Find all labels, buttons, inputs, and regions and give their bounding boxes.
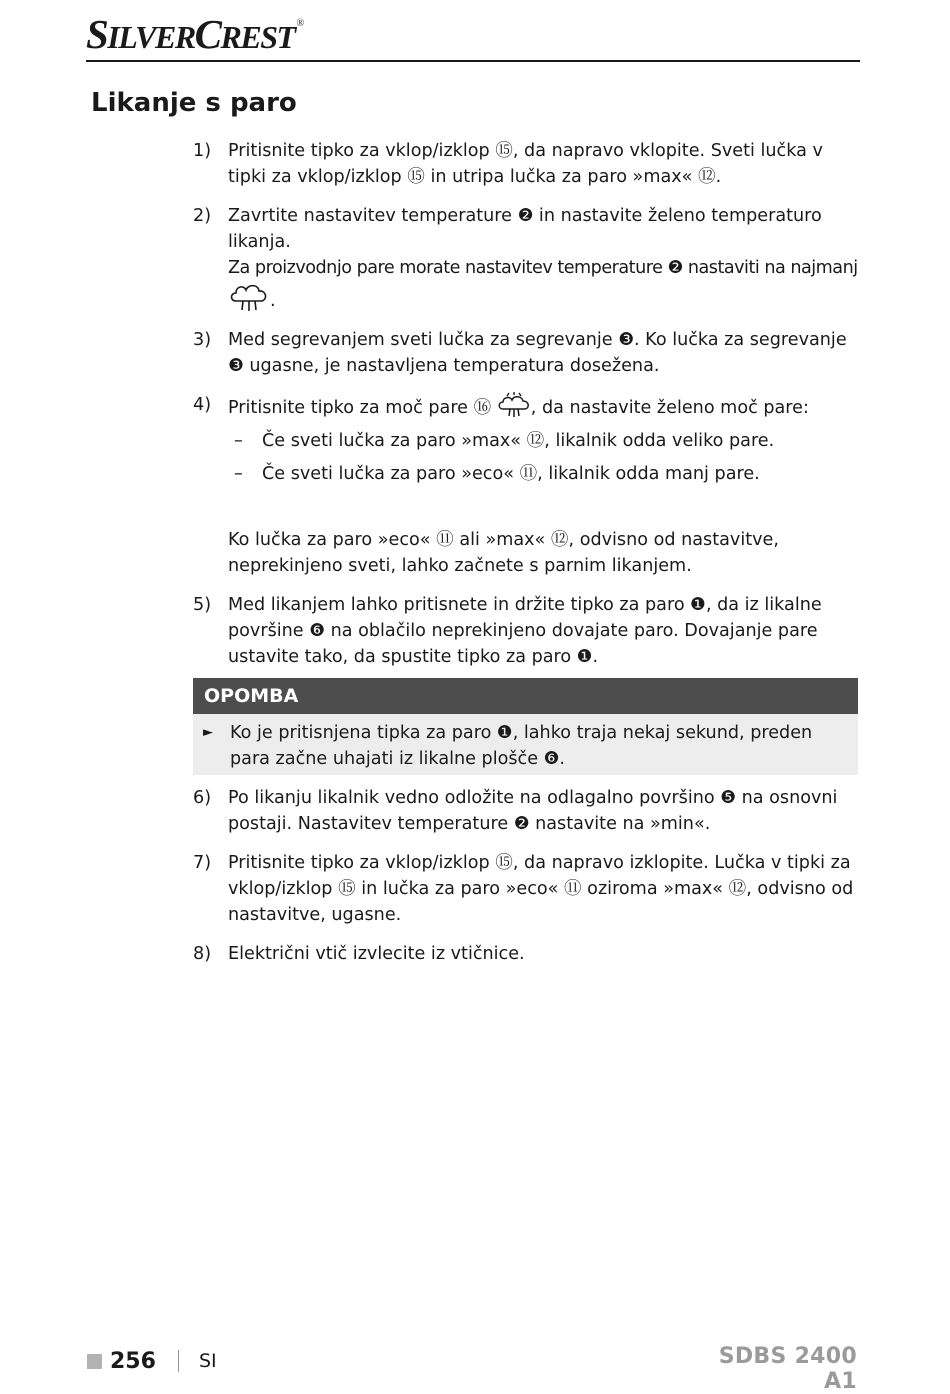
steam-power-icon: [497, 392, 531, 418]
brand-logo: SILVERCREST ®: [86, 11, 303, 57]
step-number: 8): [193, 944, 212, 964]
step-text: Električni vtič izvlecite iz vtičnice.: [228, 944, 525, 964]
arrow-bullet-icon: ►: [203, 725, 213, 740]
model-number: SDBS 2400 A1: [718, 1344, 857, 1394]
instructions: [193, 138, 859, 967]
page-title: Likanje s paro: [91, 88, 297, 118]
step-text: Po likanju likalnik vedno odložite na odlagalno površino ❺ na osnovni postaji. Nastavitev temperature ❷ nastavite na »min«.: [228, 788, 838, 834]
sub-item: – Če sveti lučka za paro »max« ⑫, likalnik odda veliko pare.: [234, 431, 775, 451]
step-3: [193, 327, 859, 379]
sub-item: – Če sveti lučka za paro »eco« ⑪, likalnik odda manj pare.: [234, 464, 760, 484]
step-4: [193, 392, 859, 421]
step-6: [193, 785, 859, 837]
step-number: 5): [193, 595, 212, 615]
note-box: [193, 678, 858, 775]
step-number: 4): [193, 395, 212, 415]
step-text: Zavrtite nastavitev temperature ❷ in nastavite želeno temperaturo likanja. Za proizvodnjo pare morate nastavitev temperature ❷ nastaviti na najmanj .: [228, 206, 858, 311]
step-number: 3): [193, 330, 212, 350]
footer-divider: [178, 1350, 179, 1372]
step-1: [193, 138, 859, 190]
note-text: Ko je pritisnjena tipka za paro ❶, lahko traja nekaj sekund, preden para začne uhajati iz likalne plošče ❻.: [230, 723, 813, 769]
step-text: Pritisnite tipko za vklop/izklop ⑮, da napravo izklopite. Lučka v tipki za vklop/izklop ⑮ in lučka za paro »eco« ⑪ oziroma »max« ⑫, odvisno od nastavitve, ugasne.: [228, 853, 854, 925]
step-text: Pritisnite tipko za vklop/izklop ⑮, da napravo vklopite. Sveti lučka v tipki za vklop/izklop ⑮ in utripa lučka za paro »max« ⑫.: [228, 141, 823, 187]
step-number: 2): [193, 206, 212, 226]
step-number: 7): [193, 853, 212, 873]
square-marker-icon: [87, 1354, 102, 1369]
step-paragraph: Ko lučka za paro »eco« ⑪ ali »max« ⑫, odvisno od nastavitve, neprekinjeno sveti, lahko začnete s parnim likanjem.: [228, 530, 779, 576]
note-heading: OPOMBA: [193, 678, 858, 714]
step-8: [193, 941, 859, 967]
step-5: [193, 592, 859, 670]
step-2: [193, 203, 859, 314]
step-number: 6): [193, 788, 212, 808]
steam-cloud-icon: [228, 281, 270, 311]
language-code: SI: [198, 1350, 217, 1372]
step-number: 1): [193, 141, 212, 161]
page-header: [86, 6, 860, 62]
page-number: 256: [110, 1348, 156, 1374]
note-body: [193, 714, 858, 775]
step-text: Med likanjem lahko pritisnete in držite tipko za paro ❶, da iz likalne površine ❻ na oblačilo neprekinjeno dovajate paro. Dovajanje pare ustavite tako, da spustite tipko za paro ❶.: [228, 595, 822, 667]
step-text: Pritisnite tipko za moč pare ⑯ , da nastavite želeno moč pare:: [228, 392, 859, 421]
step-text: Med segrevanjem sveti lučka za segrevanje ❸. Ko lučka za segrevanje ❸ ugasne, je nastavljena temperatura dosežena.: [228, 330, 847, 376]
page-footer: [87, 1346, 217, 1376]
step-7: [193, 850, 859, 928]
